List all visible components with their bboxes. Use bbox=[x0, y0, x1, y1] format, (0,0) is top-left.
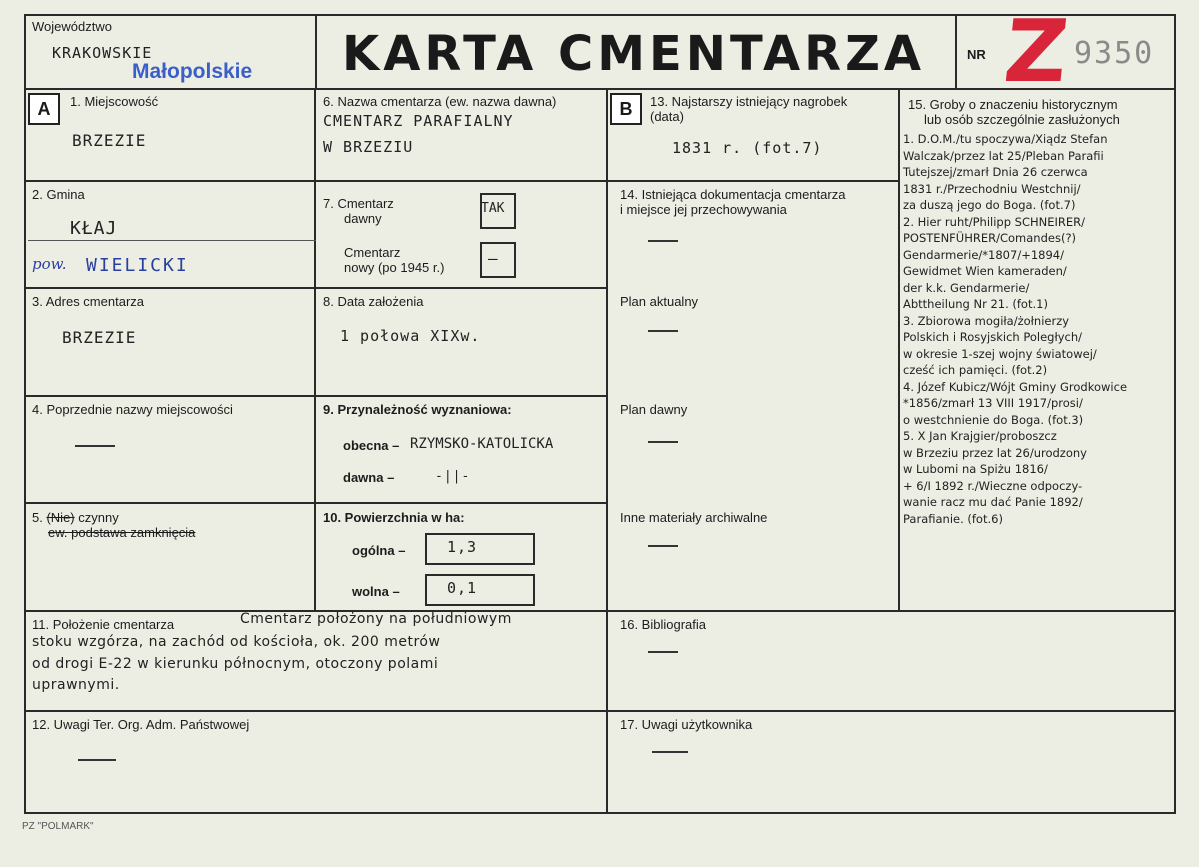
f8-label: 8. Data założenia bbox=[323, 294, 424, 309]
f15-entry-line: Abttheilung Nr 21. (fot.1) bbox=[903, 297, 1048, 311]
f17-empty-dash bbox=[652, 751, 688, 753]
f9-obecna-value: RZYMSKO-KATOLICKA bbox=[410, 436, 554, 452]
f15-entry-line: POSTENFÜHRER/Comandes(?) bbox=[903, 231, 1077, 245]
f15-entry-line: Gendarmerie/*1807/+1894/ bbox=[903, 247, 1064, 262]
f7-label: 7. Cmentarz bbox=[323, 196, 394, 211]
f15-entry-line: w okresie 1-szej wojny światowej/ bbox=[903, 346, 1097, 361]
f15-label1: 15. Groby o znaczeniu historycznym bbox=[908, 97, 1118, 112]
wojewodztwo-label: Województwo bbox=[32, 19, 112, 34]
f9-dawna-value: -||- bbox=[435, 469, 471, 484]
f11-line3: od drogi E-22 w kierunku północnym, otoczony polami bbox=[32, 656, 439, 672]
f15-entry-line: *1856/zmarł 13 VIII 1917/prosi/ bbox=[903, 396, 1083, 410]
wojewodztwo-value: KRAKOWSKIE bbox=[52, 44, 153, 62]
header-divider-1 bbox=[315, 14, 317, 90]
nr-label: NR bbox=[967, 47, 986, 62]
plan-aktualny-label: Plan aktualny bbox=[620, 294, 699, 309]
f2-note-value: WIELICKI bbox=[86, 255, 189, 276]
f15-entries bbox=[903, 131, 1175, 527]
f7-label3: Cmentarz bbox=[344, 245, 401, 260]
footer-imprint: PZ "POLMARK" bbox=[22, 821, 94, 832]
f15-entry-line: cześć ich pamięci. (fot.2) bbox=[903, 363, 1048, 377]
f15-entry-line: + 6/I 1892 r./Wieczne odpoczy- bbox=[903, 478, 1083, 493]
f8-value: 1 połowa XIXw. bbox=[340, 327, 481, 345]
f10-ogolna-box bbox=[425, 533, 535, 565]
f11-line1 bbox=[186, 611, 512, 627]
f16-label: 16. Bibliografia bbox=[620, 617, 706, 632]
f3-value: BRZEZIE bbox=[62, 328, 137, 347]
plan-aktualny-dash bbox=[648, 330, 678, 332]
f15-entry-line: 4. Józef Kubicz/Wójt Gminy Grodkowice bbox=[903, 379, 1128, 394]
f13-label2: (data) bbox=[650, 109, 684, 124]
f15-entry-line: Walczak/przez lat 25/Pleban Parafii bbox=[903, 148, 1104, 163]
col-divider-2 bbox=[606, 88, 608, 814]
f15-label2: lub osób szczególnie zasłużonych bbox=[924, 112, 1120, 127]
nr-letter: Z bbox=[999, 2, 1073, 102]
col-divider-3 bbox=[898, 88, 900, 610]
row-line bbox=[24, 395, 314, 397]
f15-entry-line: w Lubomi na Spiżu 1816/ bbox=[903, 462, 1048, 476]
f9-label: 9. Przynależność wyznaniowa: bbox=[323, 402, 512, 417]
f4-empty-dash bbox=[75, 445, 115, 447]
f13-label1: 13. Najstarszy istniejący nagrobek bbox=[650, 94, 848, 109]
f5-struck: (Nie) bbox=[46, 510, 75, 525]
frame-bottom bbox=[24, 812, 1176, 814]
f9-obecna-label: obecna – bbox=[343, 438, 400, 453]
f4-label: 4. Poprzednie nazwy miejscowości bbox=[32, 402, 233, 417]
f10-wolna-box bbox=[425, 574, 535, 606]
row-line bbox=[24, 502, 314, 504]
section-a-badge: A bbox=[28, 93, 60, 125]
row-line bbox=[24, 180, 314, 182]
f14-label1: 14. Istniejąca dokumentacja cmentarza bbox=[620, 187, 846, 202]
f15-entry-line: Gewidmet Wien kameraden/ bbox=[903, 264, 1067, 278]
f15-entry-line: wanie racz mu dać Panie 1892/ bbox=[903, 495, 1083, 509]
inne-materialy-label: Inne materiały archiwalne bbox=[620, 510, 768, 525]
f5-num: 5. bbox=[32, 510, 43, 525]
row-line bbox=[314, 180, 606, 182]
f15-entry-line: der k.k. Gendarmerie/ bbox=[903, 280, 1030, 295]
f10-label: 10. Powierzchnia w ha: bbox=[323, 510, 465, 525]
f15-entry-line: 5. X Jan Krajgier/proboszcz bbox=[903, 429, 1057, 443]
f10-wolna-value: 0,1 bbox=[447, 579, 478, 597]
f9-dawna-label: dawna – bbox=[343, 470, 395, 485]
f15-entry-line: 1831 r./Przechodniu Westchnij/ bbox=[903, 181, 1081, 196]
col-divider-1 bbox=[314, 88, 316, 610]
f15-entry-line: w Brzeziu przez lat 26/urodzony bbox=[903, 445, 1087, 460]
f17-label: 17. Uwagi użytkownika bbox=[620, 717, 753, 732]
row-line bbox=[314, 287, 606, 289]
inne-materialy-dash bbox=[648, 545, 678, 547]
frame-top bbox=[24, 14, 1176, 16]
nr-value: 9350 bbox=[1074, 36, 1155, 71]
f10-wolna-label: wolna – bbox=[352, 584, 400, 599]
f6-label: 6. Nazwa cmentarza (ew. nazwa dawna) bbox=[323, 94, 557, 109]
f1-label: 1. Miejscowość bbox=[70, 94, 159, 109]
f15-entry-line: Polskich i Rosyjskich Poległych/ bbox=[903, 330, 1083, 344]
f11-label: 11. Położenie cmentarza bbox=[32, 617, 175, 632]
f14-label2: i miejsce jej przechowywania bbox=[620, 202, 787, 217]
f5-line2: ew. podstawa zamknięcia bbox=[48, 525, 196, 540]
f16-empty-dash bbox=[648, 651, 678, 653]
f12-empty-dash bbox=[78, 759, 116, 761]
f15-entry-line: Tutejszej/zmarł Dnia 26 czerwca bbox=[903, 165, 1088, 179]
f6-line2: W BRZEZIU bbox=[323, 138, 414, 156]
f5-label bbox=[32, 510, 119, 525]
f2-label: 2. Gmina bbox=[32, 187, 85, 202]
f15-entry-line: 2. Hier ruht/Philipp SCHNEIRER/ bbox=[903, 214, 1086, 229]
f2-note-prefix: pow. bbox=[32, 255, 67, 273]
f10-ogolna-value: 1,3 bbox=[447, 538, 478, 556]
f7-value: TAK bbox=[481, 201, 505, 216]
stamp-malopolskie: Małopolskie bbox=[132, 60, 253, 83]
f10-ogolna-label: ogólna – bbox=[352, 543, 406, 558]
header-divider-2 bbox=[955, 14, 957, 90]
f2-underline bbox=[28, 240, 316, 241]
f15-entry-line: za duszą jego do Boga. (fot.7) bbox=[903, 198, 1076, 212]
f3-label: 3. Adres cmentarza bbox=[32, 294, 144, 309]
row-line bbox=[24, 287, 314, 289]
f11-line2: stoku wzgórza, na zachód od kościoła, ok. 200 metrów bbox=[32, 634, 441, 650]
section-b-badge: B bbox=[610, 93, 642, 125]
f7-label2: dawny bbox=[344, 211, 382, 226]
plan-dawny-dash bbox=[648, 441, 678, 443]
row-line bbox=[606, 180, 898, 182]
f12-label: 12. Uwagi Ter. Org. Adm. Państwowej bbox=[32, 717, 250, 732]
f7-label4: nowy (po 1945 r.) bbox=[344, 260, 445, 275]
f15-entry-line: 3. Zbiorowa mogiła/żołnierzy bbox=[903, 313, 1070, 328]
f11-line1-text: Cmentarz położony na południowym bbox=[240, 611, 512, 627]
f2-value: KŁAJ bbox=[70, 218, 118, 239]
frame-left bbox=[24, 14, 26, 814]
row-line bbox=[24, 710, 1176, 712]
f5-rest: czynny bbox=[78, 510, 119, 525]
row-line bbox=[314, 502, 606, 504]
f14-empty-dash bbox=[648, 240, 678, 242]
f13-value: 1831 r. (fot.7) bbox=[672, 139, 823, 157]
row-line bbox=[314, 395, 606, 397]
plan-dawny-label: Plan dawny bbox=[620, 402, 688, 417]
f6-line1: CMENTARZ PARAFIALNY bbox=[323, 112, 514, 130]
f11-line4: uprawnymi. bbox=[32, 677, 120, 693]
f15-entry-line: o westchnienie do Boga. (fot.3) bbox=[903, 412, 1084, 427]
f15-entry-line: 1. D.O.M./tu spoczywa/Xiądz Stefan bbox=[903, 132, 1108, 146]
f1-value: BRZEZIE bbox=[72, 131, 147, 150]
page-title: KARTA CMENTARZA bbox=[342, 26, 926, 82]
f15-entry-line: Parafianie. (fot.6) bbox=[903, 511, 1003, 526]
f7-value2: — bbox=[488, 249, 499, 268]
